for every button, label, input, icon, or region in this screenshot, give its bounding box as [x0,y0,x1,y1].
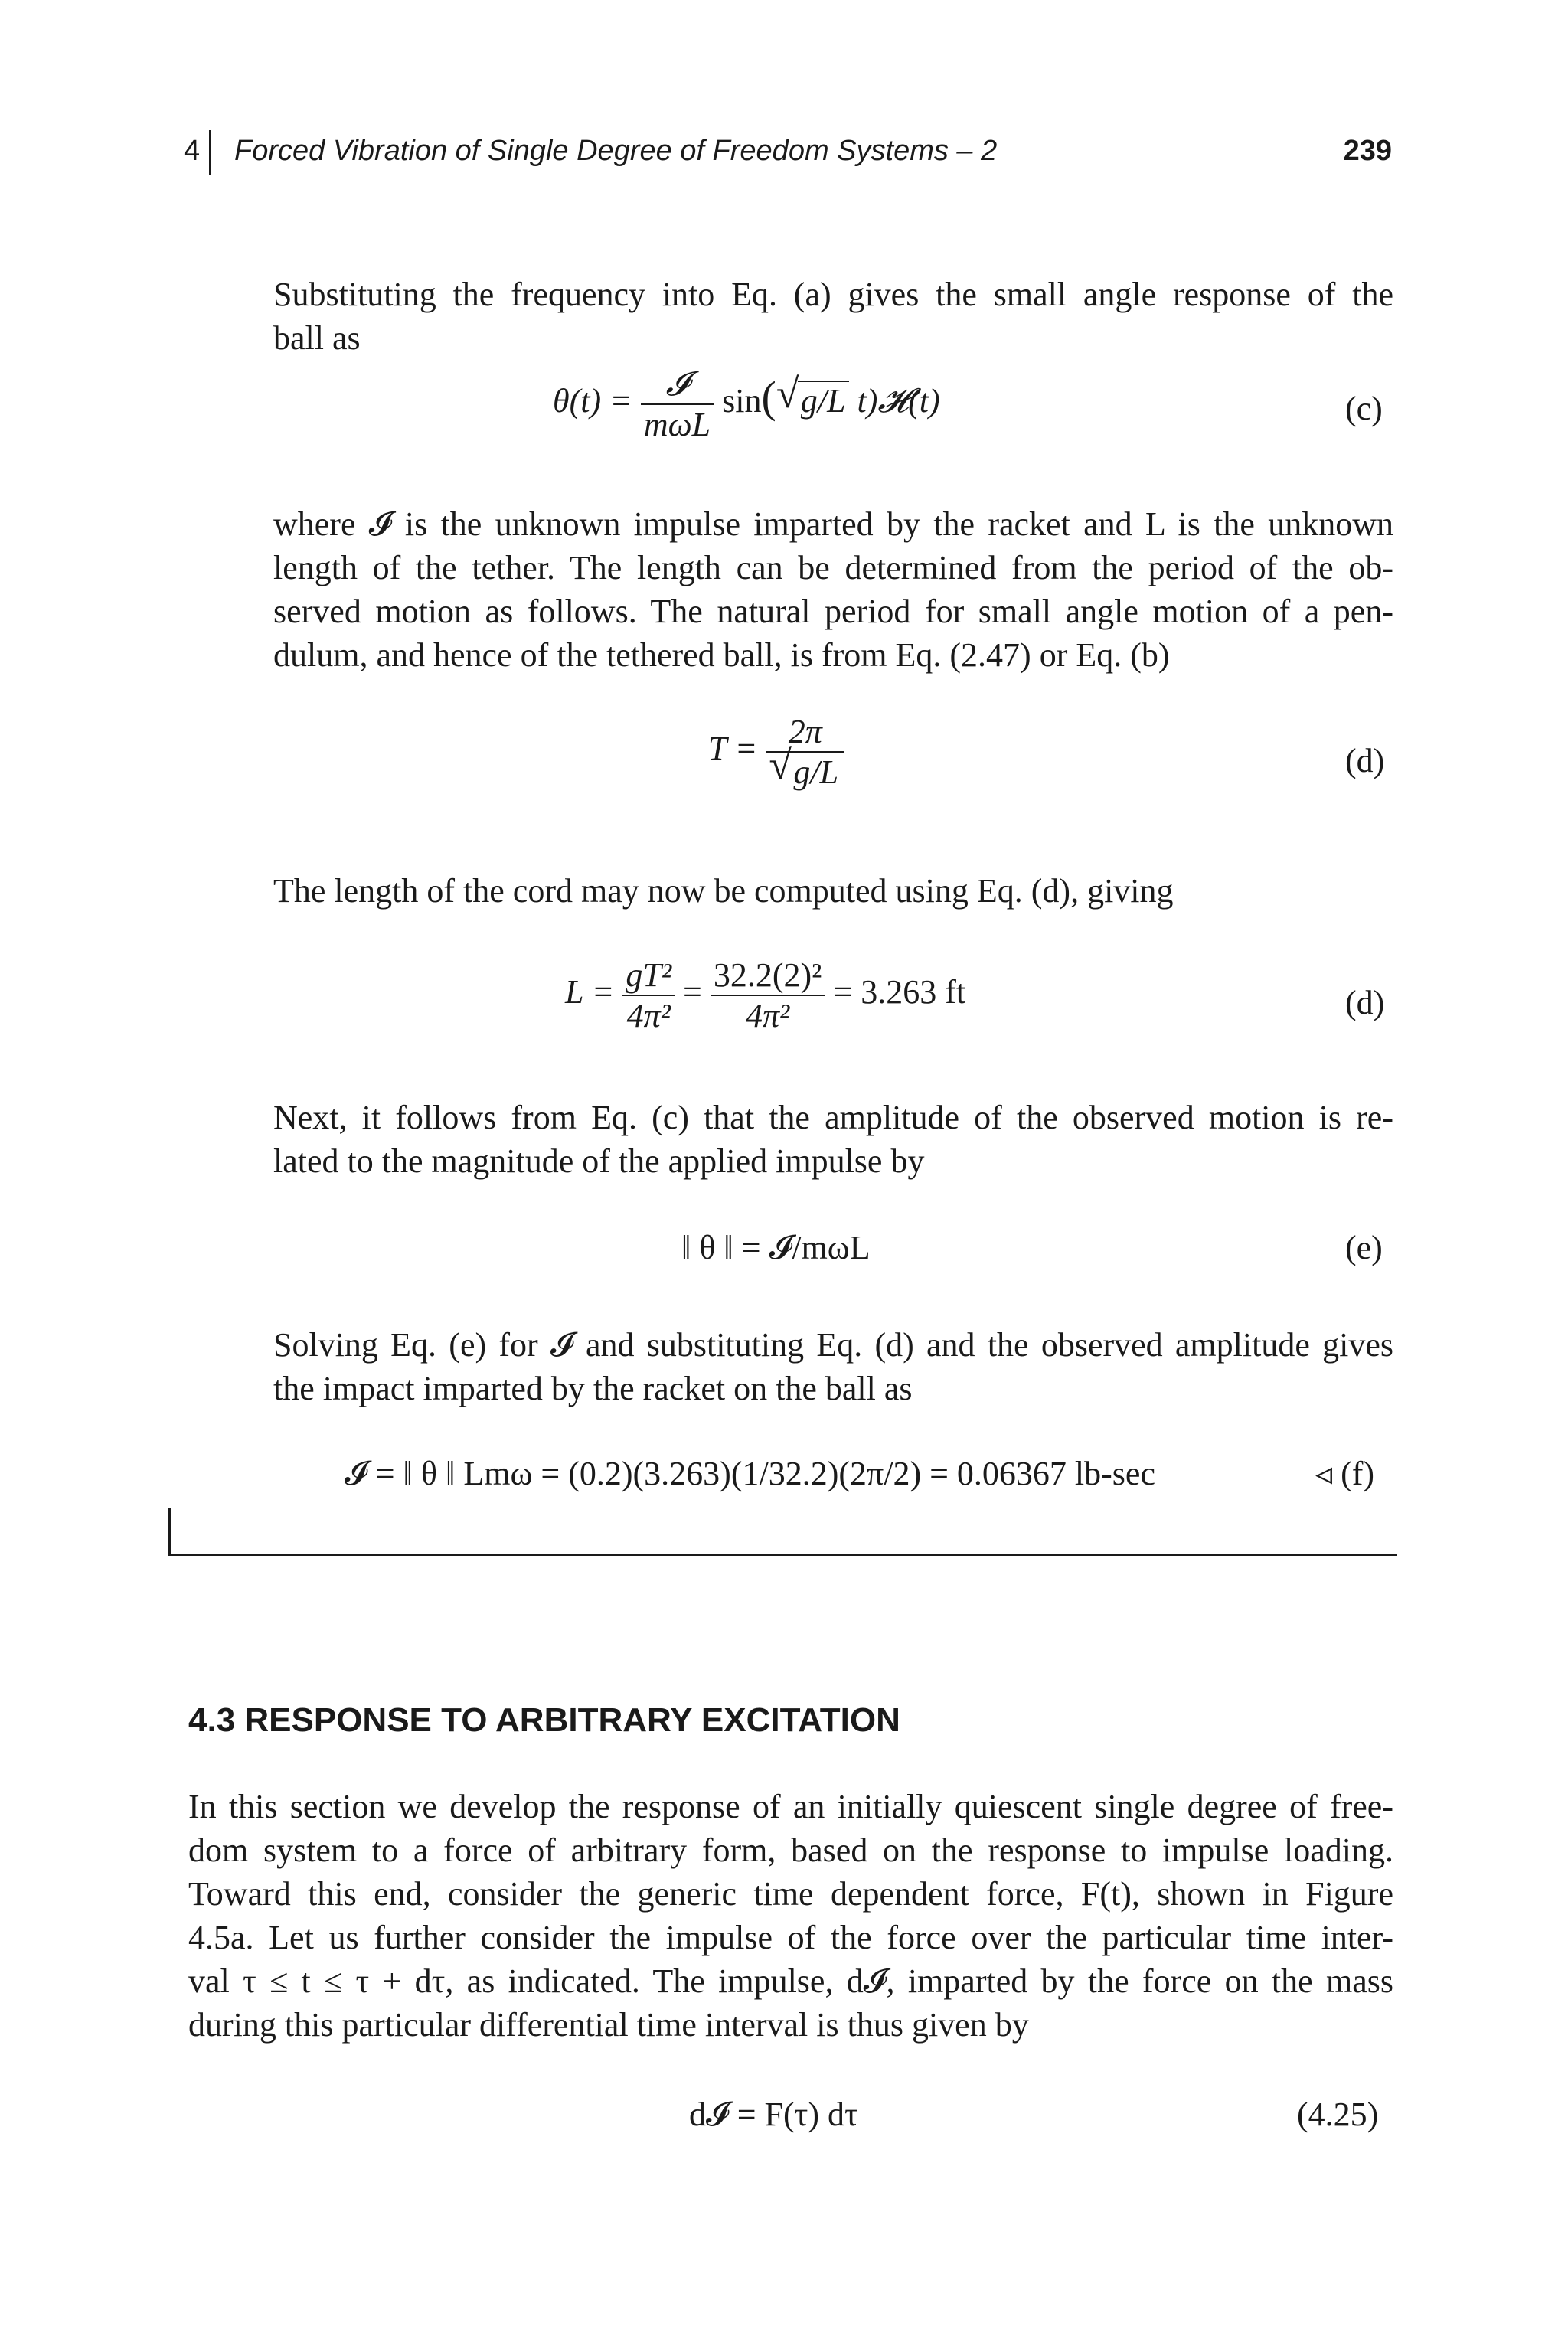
equation-e: ‖ θ ‖ = 𝓘/mωL [681,1229,871,1266]
equation-d2-label: (d) [1345,984,1385,1021]
equation-c-label: (c) [1345,390,1383,427]
eq-d2-fraction-2 [710,956,825,1035]
para-line: Next, it follows from Eq. (c) that the amplitude of the observed motion is re- [273,1099,1393,1136]
equation-4-25-label: (4.25) [1297,2096,1379,2133]
para-line: 4.5a. Let us further consider the impulse of the force over the particular time inter- [188,1919,1393,1956]
eq-d2-denominator-1: 4π² [626,997,671,1034]
para-line: lated to the magnitude of the applied impulse by [273,1142,925,1180]
eq-d2-denominator-2: 4π² [746,997,790,1034]
equation-d-period [708,712,844,792]
eq-c-numerator: 𝓘 [641,364,714,405]
para-line: Substituting the frequency into Eq. (a) gives the small angle response of the [273,276,1393,313]
running-header [184,135,1392,181]
eq-d2-result: = 3.263 ft [833,973,966,1011]
eq-d1-numerator: 2π [766,712,844,753]
para-line: Toward this end, consider the generic time dependent force, F(t), shown in Figure [188,1875,1393,1913]
para-line: where 𝓘 is the unknown impulse imparted by the racket and L is the unknown [273,505,1393,543]
eq-d2-equals: = [683,973,702,1011]
eq-d2-fraction-1 [622,956,675,1035]
eq-c-sqrt: √ g/L [776,381,849,420]
header-divider [209,130,211,175]
eq-c-lhs: θ(t) = [553,382,632,420]
example-end-rule [168,1554,1397,1556]
section-heading: 4.3 RESPONSE TO ARBITRARY EXCITATION [188,1701,900,1739]
eq-d1-root-arg: g/L [790,752,841,791]
equation-e-label: (e) [1345,1229,1383,1266]
para-line: the impact imparted by the racket on the ball as [273,1370,913,1407]
equation-d-length [565,956,965,1035]
paragraph-where [273,502,1393,677]
paragraph-arbitrary-excitation [188,1785,1393,2047]
eq-d2-numerator-2: 32.2(2)² [710,956,825,996]
para-line: val τ ≤ t ≤ τ + dτ, as indicated. The impulse, d𝓘, imparted by the force on the mass [188,1962,1393,2000]
eq-d1-fraction [766,712,844,792]
eq-d2-lhs: L = [565,973,615,1011]
para-line: In this section we develop the response of an initially quiescent single degree of free- [188,1788,1393,1825]
para-line: The length of the cord may now be computed using Eq. (d), giving [273,872,1174,910]
eq-c-denominator: mωL [643,406,711,443]
equation-f: 𝓘 = ‖ θ ‖ Lmω = (0.2)(3.263)(1/32.2)(2π/2) = 0.06367 lb-sec [345,1455,1155,1492]
paragraph-solving [273,1323,1393,1410]
eq-c-root-arg: g/L [798,381,849,420]
equation-c: θ(t) = $\frac{\text{𝓘}}{\text{mωL}}$ sin( √ g/L t)𝓗(t) [553,365,940,443]
eq-d2-numerator-1: gT² [622,956,675,996]
chapter-number: 4 [184,135,201,167]
para-line: dulum, and hence of the tethered ball, is from Eq. (2.47) or Eq. (b) [273,636,1170,674]
chapter-title: Forced Vibration of Single Degree of Freedom Systems – 2 [234,135,998,167]
para-line: served motion as follows. The natural period for small angle motion of a pen- [273,593,1393,630]
paragraph-next [273,1096,1393,1183]
eq-d1-lhs: T = [708,730,758,768]
example-end-bar [168,1508,171,1556]
para-line: dom system to a force of arbitrary form, based on the response to impulse loading. [188,1831,1393,1869]
equation-4-25: d𝓘 = F(τ) dτ [689,2096,858,2133]
para-line: length of the tether. The length can be determined from the period of the ob- [273,549,1393,586]
eq-c-tail: t)𝓗(t) [857,382,940,420]
eq-c-sin: sin [722,382,762,420]
paragraph-substituting [273,273,1393,360]
para-line: during this particular differential time interval is thus given by [188,2006,1029,2044]
paragraph-length [273,869,1393,913]
page-number: 239 [1343,135,1392,167]
para-line: ball as [273,319,361,357]
equation-f-label: ◃ (f) [1315,1455,1375,1492]
para-line: Solving Eq. (e) for 𝓘 and substituting Eq. (d) and the observed amplitude gives [273,1326,1393,1364]
eq-c-fraction [641,364,714,444]
equation-d-label: (d) [1345,742,1385,779]
eq-d1-denominator: √ g/L [766,753,844,792]
